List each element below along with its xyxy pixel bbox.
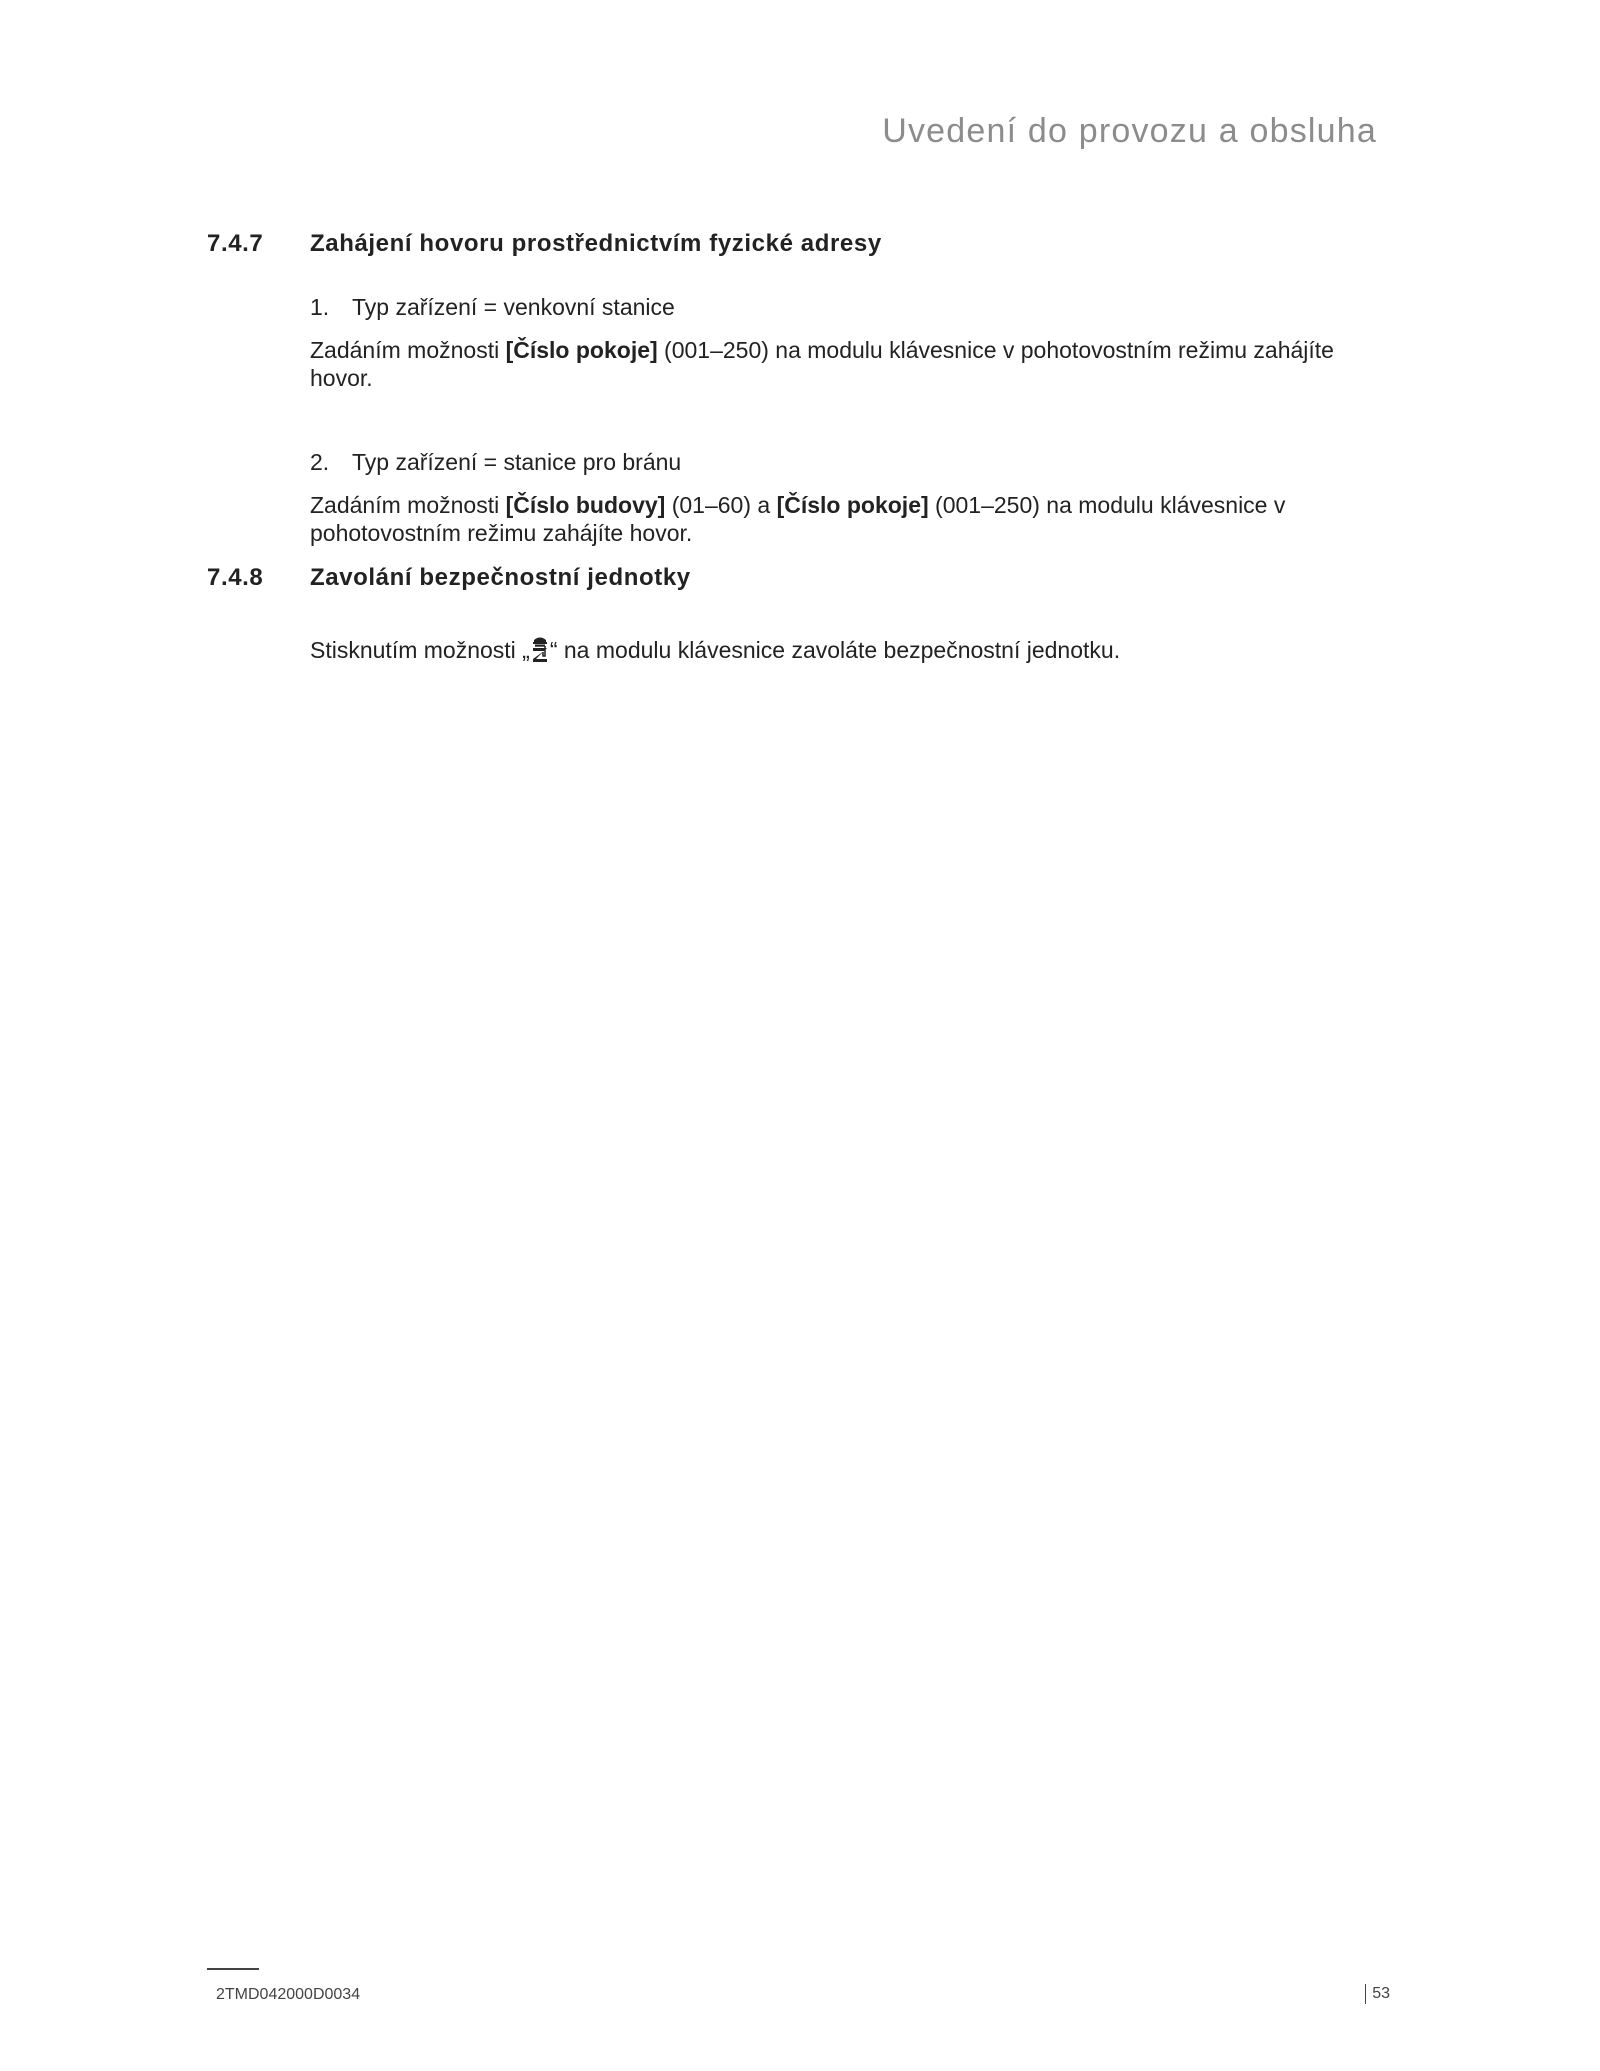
paragraph-building-room-number	[310, 491, 1350, 547]
text-run: (001–250) na modulu klávesnice v pohotovostním režimu zahájíte hovor.	[310, 492, 1286, 546]
list-item-label: Typ zařízení = venkovní stanice	[352, 294, 675, 320]
text-run: “ na modulu klávesnice zavoláte bezpečnostní jednotku.	[549, 637, 1121, 663]
text-run: Zadáním možnosti	[310, 337, 506, 363]
text-run: (01–60) a	[665, 492, 777, 518]
list-item-1	[310, 294, 675, 321]
text-run: Zadáním možnosti	[310, 492, 506, 518]
text-run: (001–250) na modulu klávesnice v pohotovostním režimu zahájíte hovor.	[310, 337, 1334, 391]
section-number: 7.4.8	[207, 564, 264, 591]
section-title: Zavolání bezpečnostní jednotky	[310, 564, 691, 591]
text-run: Stisknutím možnosti „	[310, 637, 530, 663]
running-header: Uvedení do provozu a obsluha	[882, 112, 1377, 150]
section-heading-7-4-8	[207, 564, 691, 592]
list-marker: 2.	[310, 449, 330, 475]
section-title: Zahájení hovoru prostřednictvím fyzické adresy	[310, 230, 882, 257]
footer-page-number: 53	[1365, 1984, 1390, 2004]
list-item-2	[310, 449, 681, 476]
section-heading-7-4-7	[207, 230, 882, 258]
paragraph-room-number	[310, 336, 1350, 392]
list-marker: 1.	[310, 294, 330, 320]
paragraph-security-call	[310, 634, 1350, 664]
security-guard-icon	[530, 634, 550, 664]
footer-document-number: 2TMD042000D0034	[216, 1986, 361, 2003]
bold-term: [Číslo budovy]	[505, 492, 666, 518]
footer-rule	[207, 1968, 259, 1970]
bold-term: [Číslo pokoje]	[505, 337, 658, 363]
bold-term: [Číslo pokoje]	[776, 492, 929, 518]
section-number: 7.4.7	[207, 230, 264, 257]
list-item-label: Typ zařízení = stanice pro bránu	[352, 449, 682, 475]
